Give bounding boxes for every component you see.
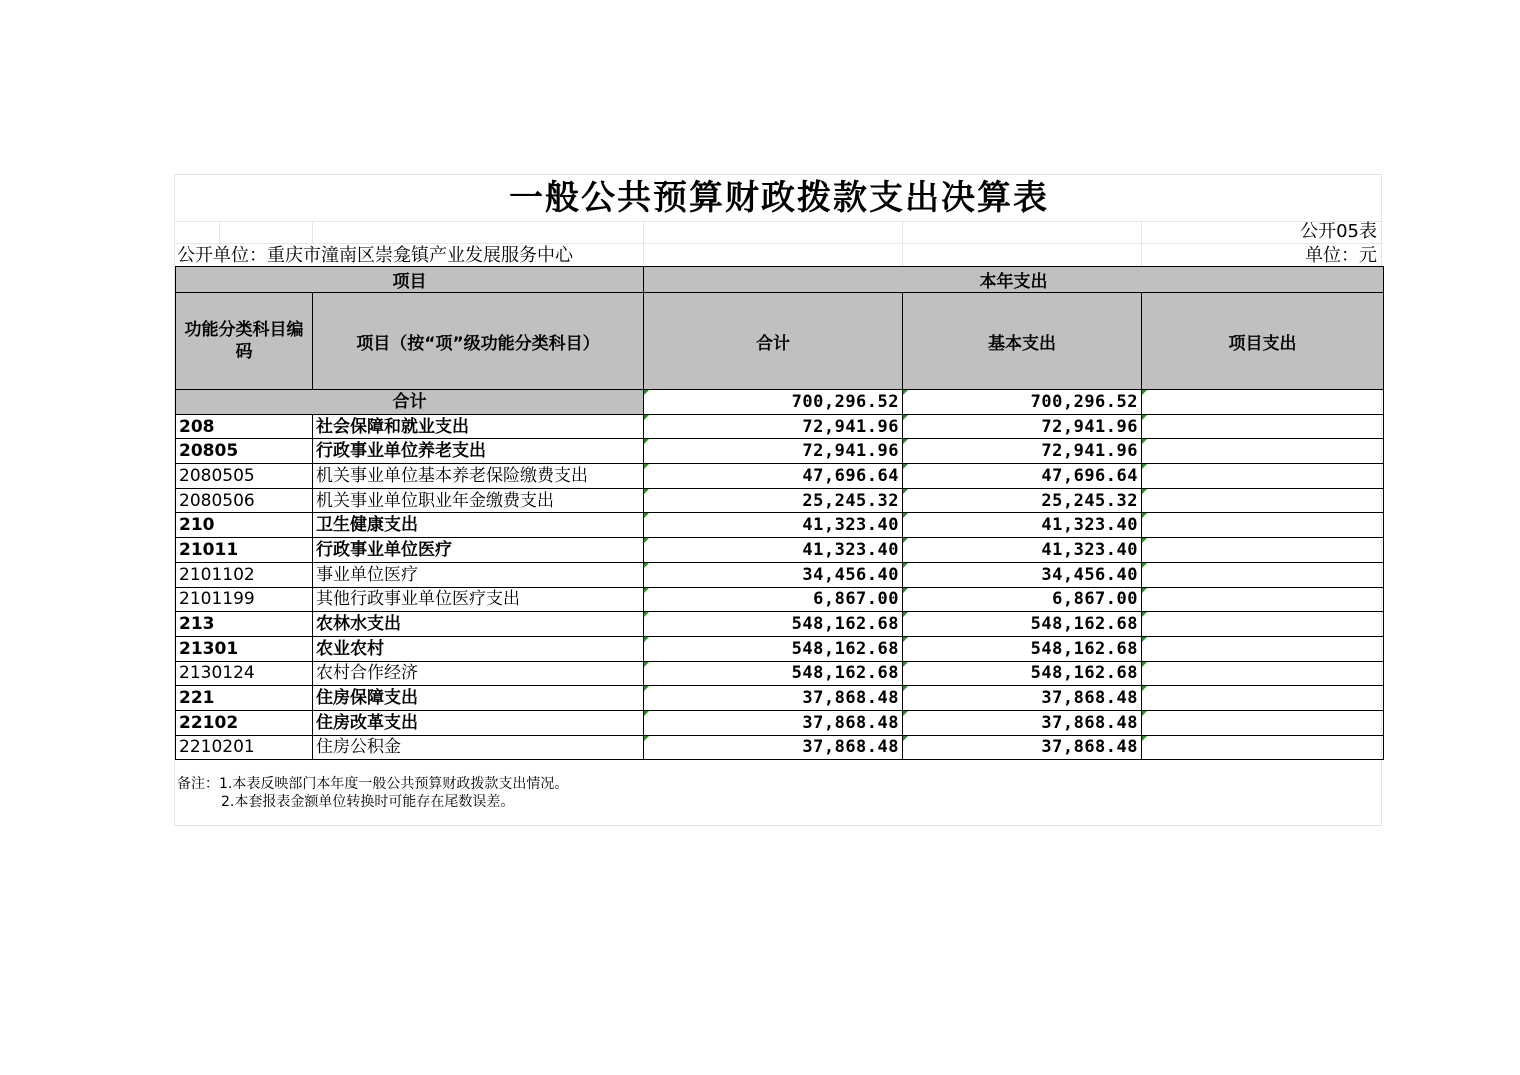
row-name: 农村合作经济 — [313, 661, 644, 686]
table-row — [176, 735, 1384, 760]
row-project — [1142, 439, 1384, 464]
budget-table — [175, 266, 1384, 760]
row-basic: 548,162.68 — [903, 636, 1142, 661]
budget-sheet — [174, 174, 1382, 826]
currency-unit: 单位：元 — [1305, 245, 1377, 266]
table-row — [176, 562, 1384, 587]
total-amount: 700,296.52 — [644, 390, 903, 415]
table-row — [176, 636, 1384, 661]
gridline — [175, 243, 1383, 244]
total-label: 合计 — [176, 390, 644, 415]
note-line-1: 备注：1.本表反映部门本年度一般公共预算财政拨款支出情况。 — [177, 776, 569, 792]
row-name: 农林水支出 — [313, 612, 644, 637]
row-total: 72,941.96 — [644, 414, 903, 439]
row-basic: 548,162.68 — [903, 612, 1142, 637]
table-row — [176, 439, 1384, 464]
row-name: 行政事业单位养老支出 — [313, 439, 644, 464]
gridline — [219, 221, 220, 243]
row-name: 住房保障支出 — [313, 686, 644, 711]
table-row — [176, 538, 1384, 563]
row-basic: 37,868.48 — [903, 686, 1142, 711]
table-row — [176, 661, 1384, 686]
row-name: 卫生健康支出 — [313, 513, 644, 538]
row-code: 21011 — [176, 538, 313, 563]
row-name: 机关事业单位基本养老保险缴费支出 — [313, 464, 644, 489]
row-total: 548,162.68 — [644, 612, 903, 637]
header-total: 合计 — [644, 293, 903, 390]
row-total: 41,323.40 — [644, 538, 903, 563]
table-row — [176, 686, 1384, 711]
row-project — [1142, 636, 1384, 661]
row-basic: 6,867.00 — [903, 587, 1142, 612]
header-current-year: 本年支出 — [644, 267, 1384, 293]
gridline — [175, 221, 1383, 222]
table-row — [176, 488, 1384, 513]
table-row — [176, 710, 1384, 735]
row-code: 22102 — [176, 710, 313, 735]
row-basic: 41,323.40 — [903, 513, 1142, 538]
form-number: 公开05表 — [1300, 221, 1377, 242]
table-row — [176, 612, 1384, 637]
table-body — [176, 390, 1384, 760]
header-code: 功能分类科目编码 — [176, 293, 313, 390]
row-basic: 548,162.68 — [903, 661, 1142, 686]
row-name: 社会保障和就业支出 — [313, 414, 644, 439]
row-project — [1142, 488, 1384, 513]
row-name: 住房改革支出 — [313, 710, 644, 735]
note-line-2: 2.本套报表金额单位转换时可能存在尾数误差。 — [221, 794, 515, 810]
row-code: 208 — [176, 414, 313, 439]
table-row — [176, 464, 1384, 489]
row-code: 21301 — [176, 636, 313, 661]
gridline — [1141, 221, 1142, 266]
row-project — [1142, 587, 1384, 612]
reporting-unit: 公开单位：重庆市潼南区崇龛镇产业发展服务中心 — [177, 245, 573, 266]
row-basic: 37,868.48 — [903, 735, 1142, 760]
row-total: 25,245.32 — [644, 488, 903, 513]
row-code: 2080505 — [176, 464, 313, 489]
row-project — [1142, 710, 1384, 735]
gridline — [312, 221, 313, 243]
row-name: 行政事业单位医疗 — [313, 538, 644, 563]
header-project: 项目 — [176, 267, 644, 293]
row-total: 47,696.64 — [644, 464, 903, 489]
notes — [177, 775, 568, 811]
row-project — [1142, 513, 1384, 538]
row-total: 72,941.96 — [644, 439, 903, 464]
row-project — [1142, 686, 1384, 711]
row-total: 6,867.00 — [644, 587, 903, 612]
row-basic: 34,456.40 — [903, 562, 1142, 587]
row-total: 37,868.48 — [644, 686, 903, 711]
row-basic: 37,868.48 — [903, 710, 1142, 735]
row-basic: 72,941.96 — [903, 414, 1142, 439]
row-name: 其他行政事业单位医疗支出 — [313, 587, 644, 612]
row-name: 住房公积金 — [313, 735, 644, 760]
row-basic: 25,245.32 — [903, 488, 1142, 513]
total-row — [176, 390, 1384, 415]
gridline — [902, 221, 903, 266]
row-code: 2101199 — [176, 587, 313, 612]
row-total: 548,162.68 — [644, 636, 903, 661]
page-title: 一般公共预算财政拨款支出决算表 — [509, 178, 1049, 218]
row-project — [1142, 612, 1384, 637]
row-total: 37,868.48 — [644, 735, 903, 760]
row-project — [1142, 538, 1384, 563]
row-total: 548,162.68 — [644, 661, 903, 686]
row-project — [1142, 414, 1384, 439]
row-basic: 47,696.64 — [903, 464, 1142, 489]
row-name: 农业农村 — [313, 636, 644, 661]
row-basic: 41,323.40 — [903, 538, 1142, 563]
row-code: 2101102 — [176, 562, 313, 587]
row-total: 37,868.48 — [644, 710, 903, 735]
header-basic: 基本支出 — [903, 293, 1142, 390]
row-code: 210 — [176, 513, 313, 538]
row-code: 2210201 — [176, 735, 313, 760]
gridline — [643, 221, 644, 266]
row-project — [1142, 661, 1384, 686]
total-project — [1142, 390, 1384, 415]
table-row — [176, 414, 1384, 439]
table-row — [176, 513, 1384, 538]
row-code: 20805 — [176, 439, 313, 464]
header-name: 项目（按“项”级功能分类科目） — [313, 293, 644, 390]
header-project-expense: 项目支出 — [1142, 293, 1384, 390]
row-code: 2080506 — [176, 488, 313, 513]
row-project — [1142, 464, 1384, 489]
total-basic: 700,296.52 — [903, 390, 1142, 415]
row-total: 41,323.40 — [644, 513, 903, 538]
table-row — [176, 587, 1384, 612]
row-project — [1142, 735, 1384, 760]
row-code: 2130124 — [176, 661, 313, 686]
row-basic: 72,941.96 — [903, 439, 1142, 464]
row-name: 事业单位医疗 — [313, 562, 644, 587]
row-project — [1142, 562, 1384, 587]
row-code: 213 — [176, 612, 313, 637]
row-total: 34,456.40 — [644, 562, 903, 587]
row-code: 221 — [176, 686, 313, 711]
row-name: 机关事业单位职业年金缴费支出 — [313, 488, 644, 513]
